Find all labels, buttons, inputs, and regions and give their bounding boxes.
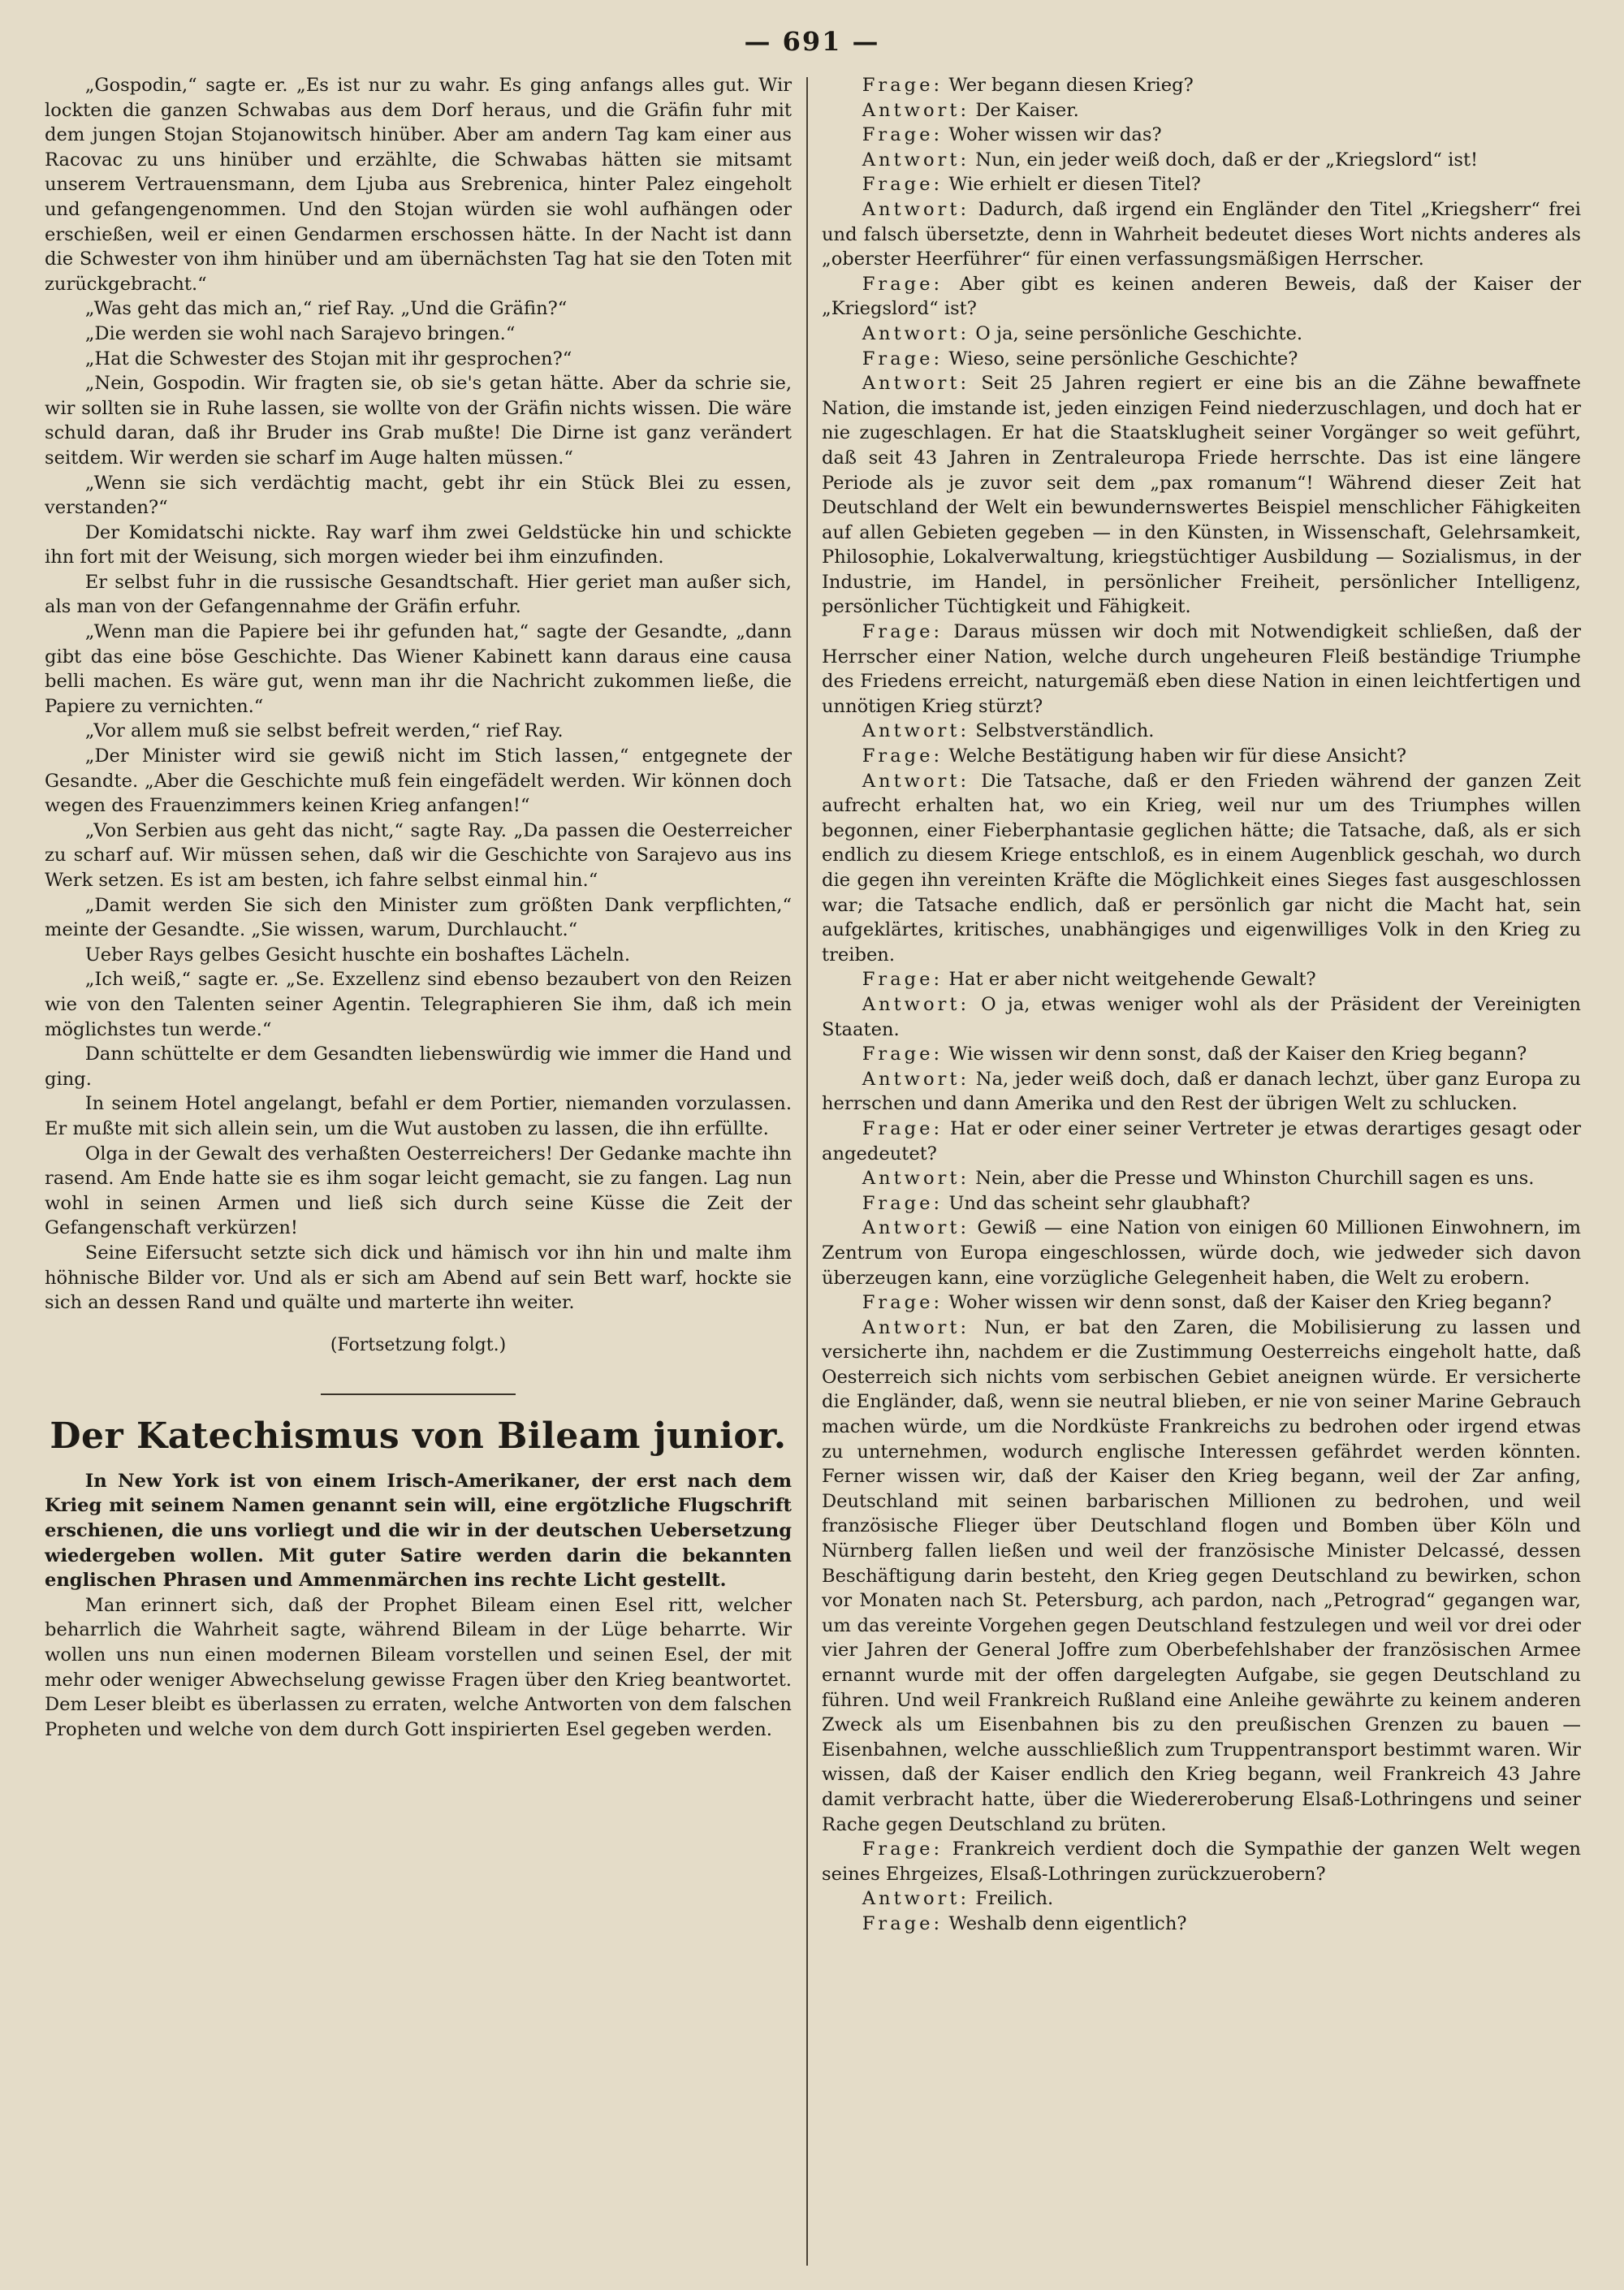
qa-text: Die Tatsache, daß er den Frieden während der ganzen Zeit aufrecht erhalten hat, wo ein Krieg, weil nur um des Triumphes willen begonnen, einer Fieberphantasie geglichen hätte; die Tatsache, daß, als er sich endlich zu diesem Kriege entschloß, es in einem Augenblick geschah, wo durch die gegen ihn vereinten Kräfte die Möglichkeit eines Sieges fast ausgeschlossen war; die Tatsache endlich, daß er persönlich gar nicht die Macht hat, sein aufgeklärtes, kritisches, unabhängiges und eigenwilliges Volk in den Krieg zu treiben.	[822, 770, 1581, 966]
qa-item	[822, 1191, 1581, 1216]
qa-text: Frankreich verdient doch die Sympathie der ganzen Welt wegen seines Ehrgeizes, Elsaß-Lothringen zurückzuerobern?	[822, 1838, 1581, 1885]
paragraph: „Ich weiß,“ sagte er. „Se. Exzellenz sind ebenso bezaubert von den Reizen wie von den Talenten seiner Agentin. Telegraphieren Sie ihm, daß ich mein möglichstes tun werde.“	[45, 969, 792, 1040]
paragraph: „Die werden sie wohl nach Sarajevo bringen.“	[84, 322, 516, 344]
qa-speaker: Antwort:	[862, 720, 970, 742]
paragraph: Ueber Rays gelbes Gesicht huschte ein boshaftes Lächeln.	[84, 944, 631, 966]
paragraph: „Der Minister wird sie gewiß nicht im Stich lassen,“ entgegnete der Gesandte. „Aber die Geschichte muß fein eingefädelt werden. Wir können doch wegen des Frauenzimmers keinen Krieg anfangen!“	[45, 745, 792, 817]
qa-item	[822, 620, 1581, 719]
qa-item	[822, 769, 1581, 968]
paragraph: „Nein, Gospodin. Wir fragten sie, ob sie's getan hätte. Aber da schrie sie, wir sollten sie in Ruhe lassen, sie wollte von der Gräfin nichts wissen. Die wäre schuld daran, daß ihr Bruder ins Grab mußte! Die Dirne ist ganz verändert seitdem. Wir werden sie scharf im Auge halten müssen.“	[45, 373, 792, 469]
qa-item	[822, 1837, 1581, 1886]
qa-speaker: Frage:	[862, 745, 944, 767]
right-column	[822, 73, 1581, 1937]
qa-text: Aber gibt es keinen anderen Beweis, daß der Kaiser der „Kriegslord“ ist?	[822, 273, 1582, 320]
qa-item	[822, 1216, 1581, 1290]
qa-text: Der Kaiser.	[975, 99, 1079, 121]
qa-item	[822, 272, 1581, 322]
paragraph: „Von Serbien aus geht das nicht,“ sagte Ray. „Da passen die Oesterreicher zu scharf auf. Wir müssen sehen, daß wir die Geschichte von Sarajevo aus ins Werk setzen. Es ist am besten, ich fahre selbst einmal hin.“	[45, 819, 792, 891]
qa-text: Welche Bestätigung haben wir für diese Ansicht?	[948, 745, 1407, 767]
qa-speaker: Antwort:	[862, 993, 970, 1015]
qa-speaker: Frage:	[862, 1043, 944, 1065]
qa-item	[822, 992, 1581, 1042]
paragraph: „Was geht das mich an,“ rief Ray. „Und die Gräfin?“	[84, 298, 568, 320]
qa-speaker: Frage:	[862, 124, 944, 146]
qa-item	[822, 197, 1581, 272]
section-divider	[321, 1393, 516, 1395]
qa-item	[822, 1042, 1581, 1067]
paragraph: „Wenn sie sich verdächtig macht, gebt ihr ein Stück Blei zu essen, verstanden?“	[45, 472, 792, 519]
article-headline: Der Katechismus von Bileam junior.	[50, 1415, 787, 1458]
article-intro: Man erinnert sich, daß der Prophet Bileam einen Esel ritt, welcher beharrlich die Wahrheit sagte, während Bileam in der Lüge beharrte. Wir wollen uns nun einen modernen Bileam vorstellen und seinen Esel, der mit mehr oder weniger Abwechselung gewisse Fragen über den Krieg beantwortet. Dem Leser bleibt es überlassen zu erraten, welche Antworten von dem falschen Propheten und welche von dem durch Gott inspirierten Esel gegeben werden.	[45, 1594, 792, 1740]
qa-item	[822, 719, 1581, 744]
qa-item	[822, 172, 1581, 197]
qa-text: Wer begann diesen Krieg?	[948, 75, 1194, 96]
qa-text: Wieso, seine persönliche Geschichte?	[948, 348, 1298, 369]
qa-item	[822, 967, 1581, 992]
paragraph: „Hat die Schwester des Stojan mit ihr gesprochen?“	[84, 348, 572, 369]
qa-text: Hat er aber nicht weitgehende Gewalt?	[948, 969, 1316, 991]
qa-text: Nun, er bat den Zaren, die Mobilisierung zu lassen und versicherte ihn, nachdem er die Zustimmung Oesterreichs eingeholt hatte, daß Oesterreich sich nichts vom serbischen Gebiet aneignen würde. Er versicherte die Engländer, daß, wenn sie neutral blieben, er nie von seiner Marine Gebrauch machen würde, um die Nordküste Frankreichs zu bedrohen oder irgend etwas zu unternehmen, wodurch englische Interessen gefährdet werden könnten. Ferner wissen wir, daß der Kaiser den Krieg begann, weil der Zar anfing, Deutschland mit seinen barbarischen Millionen zu bedrohen, und weil französische Flieger über Deutschland flogen und Bomben über Köln und Nürnberg fallen ließen und weil der französische Minister Delcassé, dessen Beschäftigung darin besteht, den Krieg gegen Deutschland zu bewirken, schon vor Monaten nach St. Petersburg, ach pardon, nach „Petrograd“ gegangen war, um das vereinte Vorgehen gegen Deutschland festzulegen und weil vor drei oder vier Jahren der General Joffre zum Oberbefehlshaber der französischen Armee ernannt wurde mit der offen dargelegten Aufgabe, sie gegen Deutschland zu führen. Und weil Frankreich Rußland eine Anleihe gewährte zu keinem anderen Zweck als um Eisenbahnen bis zu den preußischen Grenzen zu bauen — Eisenbahnen, welche ausschließlich zum Truppentransport bestimmt waren. Wir wissen, daß der Kaiser endlich den Krieg begann, weil Frankreich 43 Jahre damit verbracht hatte, über die Wiedereroberung Elsaß-Lothringens und seiner Rache gegen Deutschland zu brüten.	[822, 1316, 1581, 1835]
qa-speaker: Frage:	[862, 1838, 944, 1860]
qa-speaker: Antwort:	[862, 1316, 970, 1338]
qa-item	[822, 123, 1581, 148]
qa-text: O ja, seine persönliche Geschichte.	[975, 322, 1303, 344]
qa-speaker: Frage:	[862, 1192, 944, 1214]
qa-text: Gewiß — eine Nation von einigen 60 Millionen Einwohnern, im Zentrum von Europa eingeschlossen, würde doch, wie jedweder sich davon überzeugen kann, eine vorzügliche Gelegenheit haben, die Welt zu erobern.	[822, 1217, 1581, 1289]
qa-text: Na, jeder weiß doch, daß er danach lechzt, über ganz Europa zu herrschen und dann Amerika und den Rest der übrigen Welt zu schlucken.	[822, 1068, 1581, 1115]
qa-item	[822, 1290, 1581, 1316]
qa-speaker: Antwort:	[862, 373, 970, 395]
qa-text: Selbstverständlich.	[975, 720, 1155, 742]
qa-speaker: Antwort:	[862, 1168, 970, 1190]
qa-text: O ja, etwas weniger wohl als der Präsident der Vereinigten Staaten.	[822, 993, 1581, 1040]
qa-speaker: Frage:	[862, 1912, 944, 1934]
paragraph: Seine Eifersucht setzte sich dick und hämisch vor ihn hin und malte ihm höhnische Bilder vor. Und als er sich am Abend auf sein Bett warf, hockte sie sich an dessen Rand und quälte und marterte ihn weiter.	[45, 1242, 792, 1314]
qa-item	[822, 1912, 1581, 1937]
qa-text: Wie erhielt er diesen Titel?	[948, 174, 1201, 196]
qa-speaker: Frage:	[862, 1117, 944, 1139]
qa-speaker: Antwort:	[862, 1888, 970, 1910]
qa-text: Woher wissen wir denn sonst, daß der Kaiser den Krieg begann?	[948, 1292, 1552, 1314]
qa-speaker: Frage:	[862, 174, 944, 196]
qa-speaker: Antwort:	[862, 149, 970, 171]
paragraph: In seinem Hotel angelangt, befahl er dem Portier, niemanden vorzulassen. Er mußte mit sich allein sein, um die Wut austoben zu lassen, die ihn erfüllte.	[45, 1093, 792, 1139]
article-lead: In New York ist von einem Irisch-Amerikaner, der erst nach dem Krieg mit seinem Namen genannt sein will, eine ergötzliche Flugschrift erschienen, die uns vorliegt und die wir in der deutschen Uebersetzung wiedergeben wollen. Mit guter Satire werden darin die bekannten englischen Phrasen und Ammenmärchen ins rechte Licht gestellt.	[45, 1470, 792, 1592]
qa-item	[822, 371, 1581, 620]
qa-text: Wie wissen wir denn sonst, daß der Kaiser den Krieg begann?	[948, 1043, 1527, 1065]
paragraph: „Damit werden Sie sich den Minister zum größten Dank verpflichten,“ meinte der Gesandte. „Sie wissen, warum, Durchlaucht.“	[45, 894, 792, 941]
qa-text: Nein, aber die Presse und Whinston Churchill sagen es uns.	[975, 1168, 1535, 1190]
qa-speaker: Antwort:	[862, 1217, 970, 1239]
qa-speaker: Antwort:	[862, 99, 970, 121]
qa-item	[822, 744, 1581, 769]
paragraph: Olga in der Gewalt des verhaßten Oesterreichers! Der Gedanke machte ihn rasend. Am Ende hatte sie es ihm sogar leicht gemacht, sie zu fangen. Lag nun wohl in seinen Armen und ließ sich durch seine Küsse die Zeit der Gefangenschaft verkürzen!	[45, 1143, 792, 1239]
paragraph: Der Komidatschi nickte. Ray warf ihm zwei Geldstücke hin und schickte ihn fort mit der Weisung, sich morgen wieder bei ihm einzufinden.	[45, 521, 792, 568]
paragraph: „Gospodin,“ sagte er. „Es ist nur zu wahr. Es ging anfangs alles gut. Wir lockten die ganzen Schwabas aus dem Dorf heraus, und die Gräfin fuhr mit dem jungen Stojan Stojanowitsch hinüber. Aber am andern Tag kam einer aus Racovac zu uns hinüber und erzählte, die Schwabas hätten sie mitsamt unserem Vertrauensmann, dem Ljuba aus Srebrenica, hinter Palez eingeholt und gefangengenommen. Und den Stojan würden sie wohl aufhängen oder erschießen, weil er einen Gendarmen erschossen hätte. In der Nacht ist dann die Schwester von ihm hinüber und am übernächsten Tag hat sie den Toten mit zurückgebracht.“	[45, 75, 792, 295]
qa-speaker: Frage:	[862, 621, 944, 643]
qa-item	[822, 1316, 1581, 1837]
qa-item	[822, 1886, 1581, 1912]
qa-item	[822, 1117, 1581, 1166]
qa-text: Und das scheint sehr glaubhaft?	[948, 1192, 1250, 1214]
qa-item	[822, 1067, 1581, 1117]
qa-text: Dadurch, daß irgend ein Engländer den Titel „Kriegsherr“ frei und falsch übersetzte, denn in Wahrheit bedeutet dieses Wort nichts anderes als „oberster Heerführer“ für einen verfassungsmäßigen Herrscher.	[822, 198, 1581, 270]
qa-item	[822, 73, 1581, 98]
qa-item	[822, 347, 1581, 372]
paragraph: Dann schüttelte er dem Gesandten liebenswürdig wie immer die Hand und ging.	[45, 1043, 792, 1090]
qa-text: Weshalb denn eigentlich?	[948, 1912, 1187, 1934]
qa-speaker: Frage:	[862, 348, 944, 369]
column-rule	[806, 77, 808, 2266]
continued-note: (Fortsetzung folgt.)	[330, 1334, 507, 1355]
qa-speaker: Antwort:	[862, 1068, 970, 1090]
left-column	[45, 73, 792, 1742]
qa-item	[822, 98, 1581, 123]
qa-speaker: Antwort:	[862, 198, 970, 220]
paragraph: „Vor allem muß sie selbst befreit werden,“ rief Ray.	[84, 720, 564, 742]
qa-speaker: Frage:	[862, 969, 944, 991]
qa-speaker: Antwort:	[862, 770, 970, 792]
qa-text: Seit 25 Jahren regiert er eine bis an die Zähne bewaffnete Nation, die imstande ist, jeden einzigen Feind niederzuschlagen, und doch hat er nie zugeschlagen. Er hat die Staatsklugheit seiner Vorgänger so weit geführt, daß seit 43 Jahren in Zentraleuropa Friede herrschte. Das ist eine längere Periode als je zuvor seit dem „pax romanum“! Während dieser Zeit hat Deutschland der Welt ein bewundernswertes Beispiel menschlicher Fähigkeiten auf allen Gebieten gegeben — in den Künsten, in Wissenschaft, Gelehrsamkeit, Philosophie, Lokalverwaltung, kriegstüchtiger Ausbildung — Sozialismus, in der Industrie, im Handel, in persönlicher Freiheit, persönlicher Intelligenz, persönlicher Tüchtigkeit und Fähigkeit.	[822, 373, 1582, 618]
qa-item	[822, 148, 1581, 173]
qa-item	[822, 1166, 1581, 1191]
paragraph: Er selbst fuhr in die russische Gesandtschaft. Hier geriet man außer sich, als man von der Gefangennahme der Gräfin erfuhr.	[45, 571, 792, 618]
paragraph: „Wenn man die Papiere bei ihr gefunden hat,“ sagte der Gesandte, „dann gibt das eine böse Geschichte. Das Wiener Kabinett kann daraus eine causa belli machen. Es wäre gut, wenn man ihr die Nachricht zukommen ließe, die Papiere zu vernichten.“	[45, 621, 792, 717]
qa-speaker: Frage:	[862, 75, 944, 96]
page-number: — 691 —	[744, 26, 880, 57]
qa-speaker: Frage:	[862, 1292, 944, 1314]
qa-item	[822, 322, 1581, 347]
qa-speaker: Antwort:	[862, 322, 970, 344]
qa-text: Nun, ein jeder weiß doch, daß er der „Kriegslord“ ist!	[975, 149, 1479, 171]
qa-text: Hat er oder einer seiner Vertreter je etwas derartiges gesagt oder angedeutet?	[822, 1117, 1581, 1164]
qa-text: Freilich.	[975, 1888, 1054, 1910]
qa-speaker: Frage:	[862, 273, 944, 295]
qa-text: Woher wissen wir das?	[948, 124, 1162, 146]
qa-text: Daraus müssen wir doch mit Notwendigkeit schließen, daß der Herrscher einer Nation, welche durch ungeheuren Fleiß beständige Triumphe des Friedens erreicht, naturgemäß eben diese Nation in einen leichtfertigen und unnötigen Krieg stürzt?	[822, 621, 1582, 717]
